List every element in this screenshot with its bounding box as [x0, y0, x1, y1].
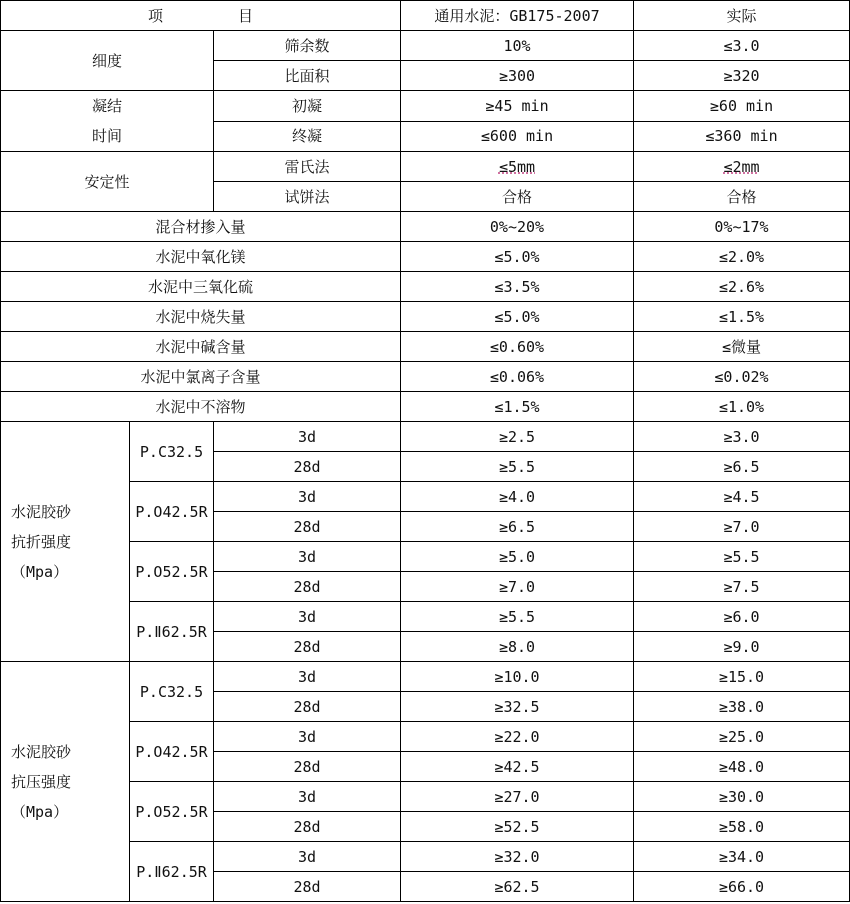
single-item: 水泥中烧失量: [1, 302, 401, 332]
single-item: 水泥中不溶物: [1, 392, 401, 422]
grade-label: P.O42.5R: [130, 722, 214, 782]
table-row: [1, 31, 850, 61]
standard-value: ≤1.5%: [401, 392, 634, 422]
actual-value: ≥30.0: [634, 782, 850, 812]
standard-value: ≤600 min: [401, 121, 634, 152]
actual-value: ≤2.6%: [634, 272, 850, 302]
actual-value: ≥48.0: [634, 752, 850, 782]
single-item: 混合材掺入量: [1, 212, 401, 242]
standard-value: ≥32.5: [401, 692, 634, 722]
age-label: 3d: [214, 482, 401, 512]
actual-value: ≥6.0: [634, 602, 850, 632]
standard-value: ≥62.5: [401, 872, 634, 902]
standard-value: ≥10.0: [401, 662, 634, 692]
sub-item: 筛余数: [214, 31, 401, 61]
single-item: 水泥中三氧化硫: [1, 272, 401, 302]
standard-value: ≥22.0: [401, 722, 634, 752]
grade-label: P.Ⅱ62.5R: [130, 602, 214, 662]
grade-label: P.O52.5R: [130, 542, 214, 602]
group-label-setting: 凝结 时间: [1, 91, 214, 152]
actual-value: ≥66.0: [634, 872, 850, 902]
actual-value: ≥7.0: [634, 512, 850, 542]
table-row: [1, 272, 850, 302]
header-row: [1, 1, 850, 31]
standard-value-text: ≤5mm: [498, 157, 536, 176]
standard-value: ≥300: [401, 61, 634, 91]
actual-value: ≥15.0: [634, 662, 850, 692]
age-label: 28d: [214, 512, 401, 542]
age-label: 3d: [214, 662, 401, 692]
age-label: 3d: [214, 602, 401, 632]
sub-item: 终凝: [214, 121, 401, 152]
grade-label: P.Ⅱ62.5R: [130, 842, 214, 902]
sub-item: 初凝: [214, 91, 401, 122]
actual-value: ≥25.0: [634, 722, 850, 752]
standard-value: ≥45 min: [401, 91, 634, 122]
standard-value: ≥52.5: [401, 812, 634, 842]
table-row: [1, 332, 850, 362]
standard-value: ≥5.5: [401, 452, 634, 482]
standard-value: [401, 152, 634, 182]
age-label: 28d: [214, 872, 401, 902]
age-label: 28d: [214, 812, 401, 842]
header-standard: 通用水泥：GB175-2007: [401, 1, 634, 31]
standard-value: ≥5.5: [401, 602, 634, 632]
group-label-soundness: 安定性: [1, 152, 214, 212]
standard-value: ≤5.0%: [401, 242, 634, 272]
standard-value: ≤5.0%: [401, 302, 634, 332]
actual-value: 合格: [634, 182, 850, 212]
actual-value: ≤1.5%: [634, 302, 850, 332]
actual-value: ≤360 min: [634, 121, 850, 152]
actual-value: ≤0.02%: [634, 362, 850, 392]
actual-value: ≥5.5: [634, 542, 850, 572]
actual-value: [634, 152, 850, 182]
actual-value: ≥9.0: [634, 632, 850, 662]
header-actual: 实际: [634, 1, 850, 31]
actual-value: ≤1.0%: [634, 392, 850, 422]
actual-value: ≥6.5: [634, 452, 850, 482]
sub-item: 雷氏法: [214, 152, 401, 182]
sub-item: 比面积: [214, 61, 401, 91]
standard-value: 10%: [401, 31, 634, 61]
age-label: 3d: [214, 722, 401, 752]
age-label: 28d: [214, 572, 401, 602]
standard-value: ≥32.0: [401, 842, 634, 872]
table-row: [1, 91, 850, 122]
table-row: [1, 422, 850, 452]
table-row: [1, 242, 850, 272]
actual-value: ≥38.0: [634, 692, 850, 722]
table-row: [1, 662, 850, 692]
standard-value: ≤3.5%: [401, 272, 634, 302]
header-item: 项 目: [1, 1, 401, 31]
standard-value: ≥42.5: [401, 752, 634, 782]
standard-value: ≤0.60%: [401, 332, 634, 362]
standard-value: ≥7.0: [401, 572, 634, 602]
actual-value: ≤3.0: [634, 31, 850, 61]
sub-item: 试饼法: [214, 182, 401, 212]
grade-label: P.O52.5R: [130, 782, 214, 842]
standard-value: ≤0.06%: [401, 362, 634, 392]
actual-value: ≤微量: [634, 332, 850, 362]
grade-label: P.C32.5: [130, 662, 214, 722]
actual-value: ≤2.0%: [634, 242, 850, 272]
age-label: 3d: [214, 842, 401, 872]
table-row: [1, 152, 850, 182]
actual-value: ≥3.0: [634, 422, 850, 452]
group-label-flexural: 水泥胶砂 抗折强度 （Mpa）: [1, 422, 130, 662]
actual-value: ≥4.5: [634, 482, 850, 512]
standard-value: ≥6.5: [401, 512, 634, 542]
actual-value-text: ≤2mm: [723, 157, 760, 176]
table-row: [1, 392, 850, 422]
single-item: 水泥中氧化镁: [1, 242, 401, 272]
grade-label: P.O42.5R: [130, 482, 214, 542]
actual-value: ≥58.0: [634, 812, 850, 842]
actual-value: ≥7.5: [634, 572, 850, 602]
group-label-fineness: 细度: [1, 31, 214, 91]
age-label: 3d: [214, 422, 401, 452]
age-label: 28d: [214, 452, 401, 482]
actual-value: ≥34.0: [634, 842, 850, 872]
age-label: 3d: [214, 782, 401, 812]
standard-value: ≥8.0: [401, 632, 634, 662]
single-item: 水泥中氯离子含量: [1, 362, 401, 392]
standard-value: ≥4.0: [401, 482, 634, 512]
age-label: 28d: [214, 752, 401, 782]
table-row: [1, 212, 850, 242]
standard-value: 合格: [401, 182, 634, 212]
age-label: 28d: [214, 632, 401, 662]
standard-value: ≥27.0: [401, 782, 634, 812]
grade-label: P.C32.5: [130, 422, 214, 482]
age-label: 28d: [214, 692, 401, 722]
standard-value: 0%~20%: [401, 212, 634, 242]
group-label-compressive: 水泥胶砂 抗压强度 （Mpa）: [1, 662, 130, 902]
table-row: [1, 362, 850, 392]
standard-value: ≥2.5: [401, 422, 634, 452]
table-row: [1, 302, 850, 332]
single-item: 水泥中碱含量: [1, 332, 401, 362]
actual-value: ≥60 min: [634, 91, 850, 122]
age-label: 3d: [214, 542, 401, 572]
standard-value: ≥5.0: [401, 542, 634, 572]
actual-value: 0%~17%: [634, 212, 850, 242]
actual-value: ≥320: [634, 61, 850, 91]
